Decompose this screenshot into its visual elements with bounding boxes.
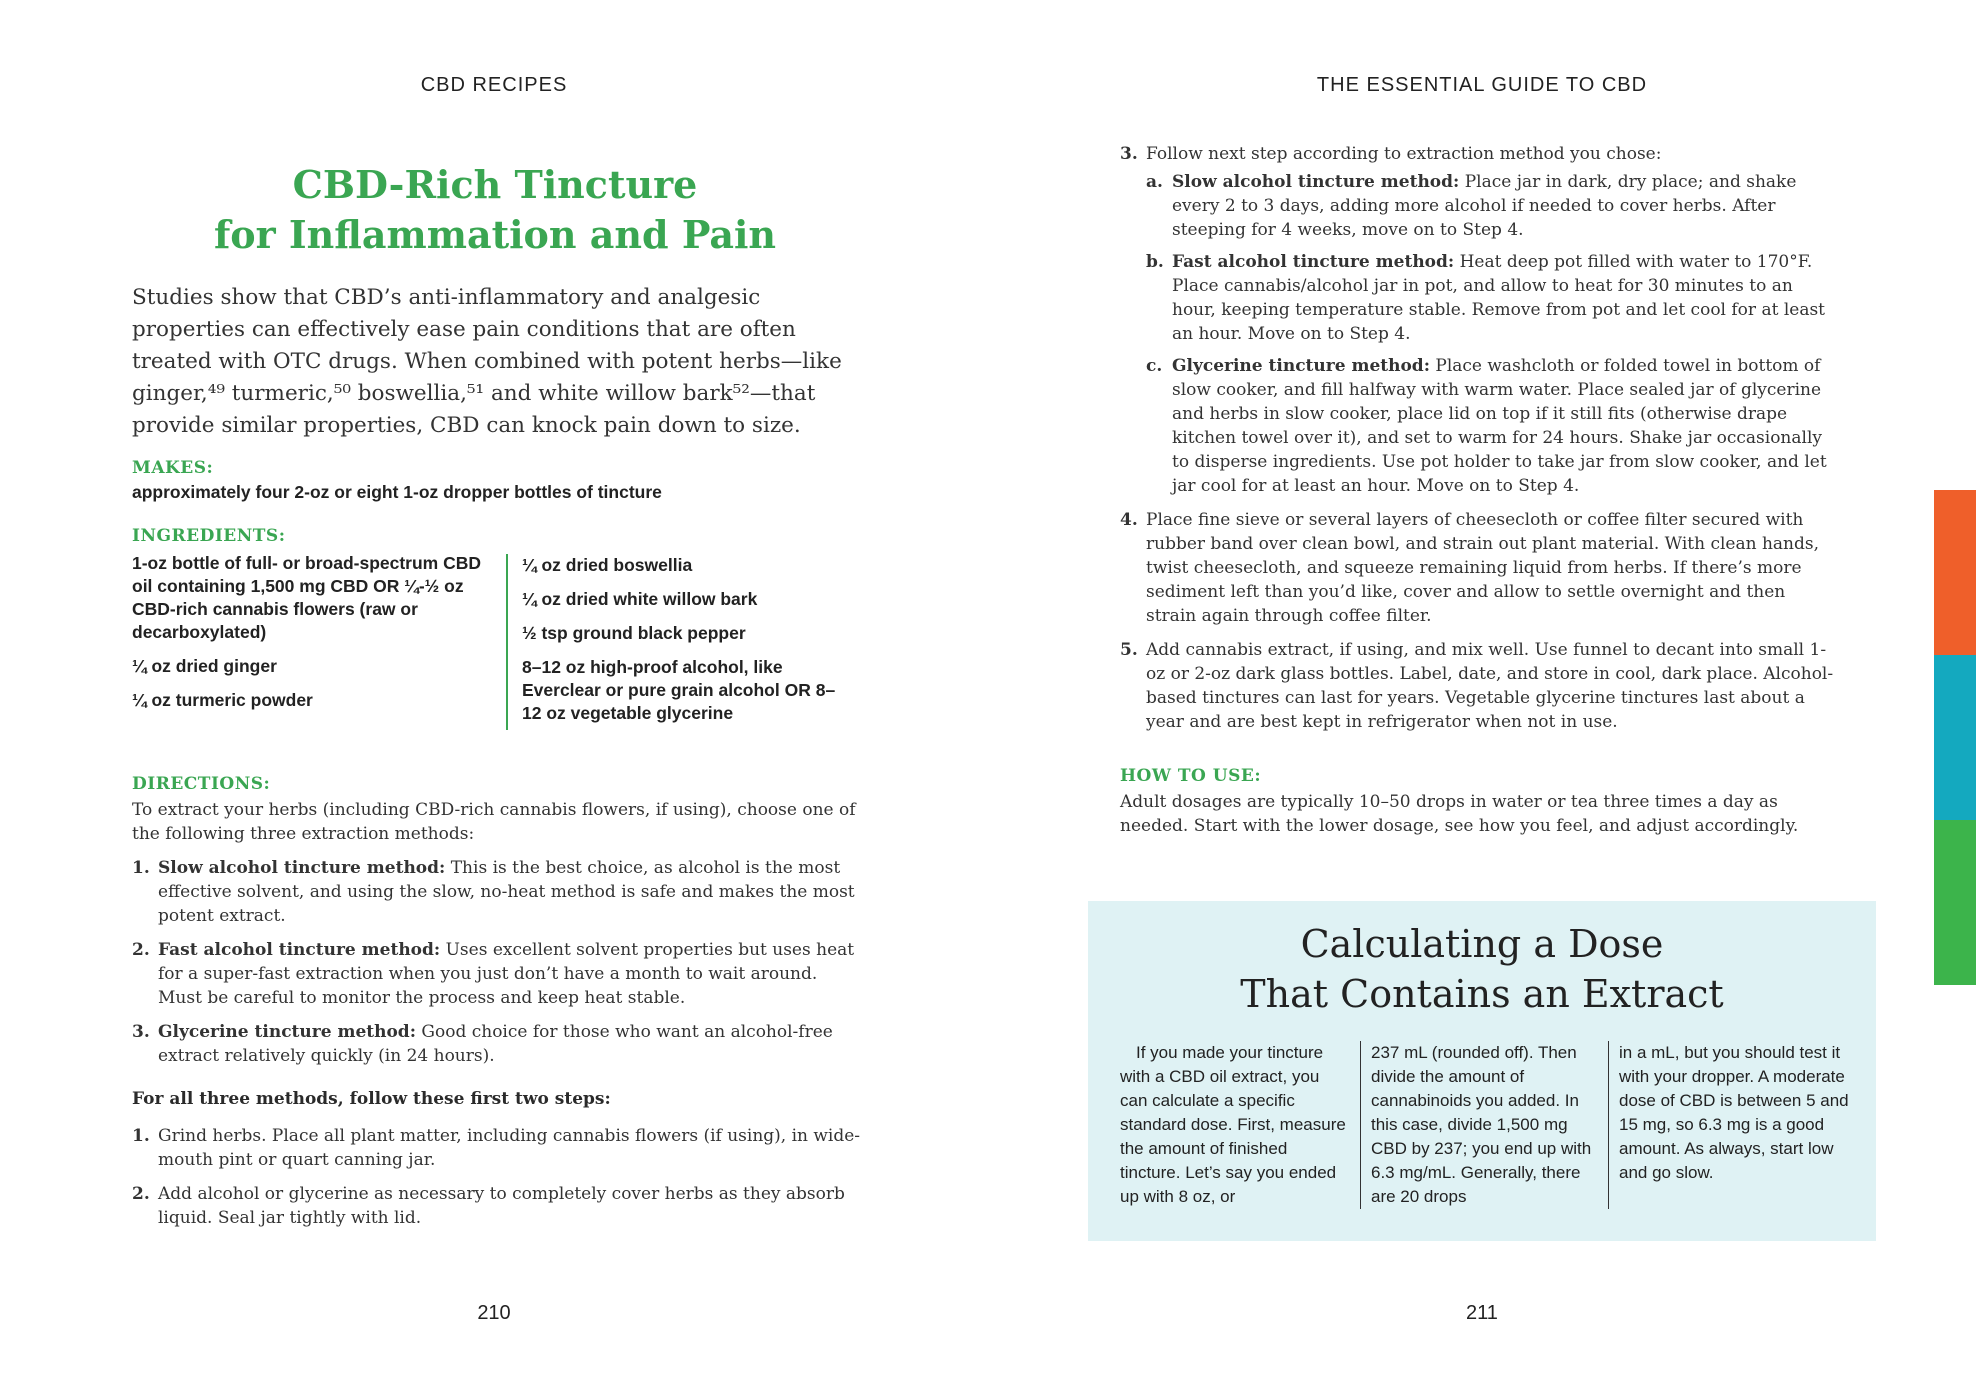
section-tab-teal	[1934, 655, 1976, 820]
sidebar-title: Calculating a Dose That Contains an Extract	[1240, 922, 1724, 1016]
list-item: 1. Grind herbs. Place all plant matter, including cannabis flowers (if using), in wide-mouth pint or quart canning jar.	[132, 1126, 861, 1170]
list-item: 4. Place fine sieve or several layers of cheesecloth or coffee filter secured with rubber band over clean bowl, and strain out plant material. With clean hands, twist cheesecloth, and squeeze remaining liquid from herbs. If there’s more sediment left than you’d like, cover and allow to settle overnight and then strain again through coffee filter.	[1120, 510, 1820, 626]
page-number: 211	[1466, 1302, 1498, 1324]
ingredient-item: ½ tsp ground black pepper	[522, 623, 746, 643]
substeps-list	[1146, 170, 1840, 498]
list-item: 2. Add alcohol or glycerine as necessary to completely cover herbs as they absorb liquid. Seal jar tightly with lid.	[132, 1184, 845, 1228]
methods-list	[132, 856, 862, 1078]
list-item: 1. Slow alcohol tincture method: This is the best choice, as alcohol is the most effective solvent, and using the slow, no-heat method is safe and makes the most potent extract.	[132, 858, 855, 926]
section-tab-green	[1934, 820, 1976, 985]
ingredient-item: ¼ oz turmeric powder	[132, 690, 313, 710]
ingredient-item: 1-oz bottle of full- or broad-spectrum CBD oil containing 1,500 mg CBD OR ¼-½ oz CBD-rich cannabis flowers (raw or decarboxylated)	[132, 553, 482, 642]
running-head: CBD RECIPES	[420, 74, 568, 96]
list-item: 3. Follow next step according to extraction method you chose: a. Slow alcohol tincture method: Place jar in dark, dry place; and shake every 2 to 3 days, adding more alcohol if needed to cover herbs. After steeping for 4 weeks, move on to Step 4. b. Fast alcohol tincture method: Heat deep pot filled with water to 170°F. Place cannabis/alcohol jar in pot, and allow to heat for 30 minutes to an hour, keeping temperature stable. Remove from pot and let cool for at least an hour. Move on to Step 4. c. Glycerine tincture method: Place washcloth or folded towel in bottom of slow cooker, and fill halfway with warm water. Place sealed jar of glycerine and herbs in slow cooker, place lid on top if it still fits (otherwise drape kitchen towel over it), and set to warm for 24 hours. Shake jar occasionally to disperse ingredients. Use pot holder to take jar from slow cooker, and let jar cool for at least an hour. Move on to Step 4.	[1120, 142, 1840, 498]
ingredient-item: ¼ oz dried boswellia	[522, 555, 693, 575]
all-three-heading: For all three methods, follow these first two steps:	[132, 1089, 611, 1109]
ingredient-item: ¼ oz dried ginger	[132, 656, 277, 676]
directions-intro: To extract your herbs (including CBD-rich cannabis flowers, if using), choose one of the following three extraction methods:	[132, 800, 856, 844]
list-item: 2. Fast alcohol tincture method: Uses excellent solvent properties but uses heat for a super-fast extraction when you just don’t have a month to wait around. Must be careful to monitor the process and keep heat stable.	[132, 940, 855, 1008]
ingredients-left-column	[132, 552, 490, 723]
how-to-use-text: Adult dosages are typically 10–50 drops in water or tea three times a day as needed. Start with the lower dosage, see how you feel, and adjust accordingly.	[1120, 792, 1799, 836]
continued-steps-list	[1120, 142, 1840, 744]
makes-value: approximately four 2-oz or eight 1-oz dropper bottles of tincture	[132, 482, 662, 502]
sidebar-column: 237 mL (rounded off). Then divide the amount of cannabinoids you added. In this case, divide 1,500 mg CBD by 237; you end up with 6.3 mg/mL. Generally, there are 20 drops	[1360, 1041, 1603, 1209]
ingredients-right-column	[506, 554, 852, 730]
list-item: 5. Add cannabis extract, if using, and mix well. Use funnel to decant into small 1-oz or 2-oz dark glass bottles. Label, date, and store in cool, dark place. Alcohol-based tinctures can last for years. Vegetable glycerine tinctures last about a year and are best kept in refrigerator when not in use.	[1120, 640, 1834, 732]
list-item: 3. Glycerine tincture method: Good choice for those who want an alcohol-free extract relatively quickly (in 24 hours).	[132, 1022, 833, 1066]
sidebar-column: in a mL, but you should test it with your dropper. A moderate dose of CBD is between 5 and 15 mg, so 6.3 mg is a good amount. As always, start low and go slow.	[1608, 1041, 1857, 1209]
ingredients-label: INGREDIENTS:	[132, 526, 286, 546]
first-steps-list	[132, 1124, 862, 1240]
sidebar-column: If you made your tincture with a CBD oil extract, you can calculate a specific standard dose. First, measure the amount of finished tincture. Let’s say you ended up with 8 oz, or	[1120, 1043, 1346, 1206]
intro-paragraph: Studies show that CBD’s anti-inflammatory and analgesic properties can effectively ease pain conditions that are often treated with OTC drugs. When combined with potent herbs—like ginger,⁴⁹ turmeric,⁵⁰ boswellia,⁵¹ and white willow bark⁵²—that provide similar properties, CBD can knock pain down to size.	[132, 285, 842, 438]
list-item: a. Slow alcohol tincture method: Place jar in dark, dry place; and shake every 2 to 3 days, adding more alcohol if needed to cover herbs. After steeping for 4 weeks, move on to Step 4.	[1146, 172, 1797, 240]
recipe-title: CBD-Rich Tincture for Inflammation and Pain	[213, 162, 777, 257]
running-head: THE ESSENTIAL GUIDE TO CBD	[1316, 74, 1648, 96]
ingredient-item: 8–12 oz high-proof alcohol, like Everclear or pure grain alcohol OR 8–12 oz vegetable glycerine	[522, 657, 836, 723]
section-tab-orange	[1934, 490, 1976, 655]
list-item: b. Fast alcohol tincture method: Heat deep pot filled with water to 170°F. Place cannabis/alcohol jar in pot, and allow to heat for 30 minutes to an hour, keeping temperature stable. Remove from pot and let cool for at least an hour. Move on to Step 4.	[1146, 252, 1826, 344]
ingredient-item: ¼ oz dried white willow bark	[522, 589, 758, 609]
page-number: 210	[477, 1302, 511, 1324]
dose-sidebar-box	[1088, 901, 1876, 1241]
directions-label: DIRECTIONS:	[132, 774, 271, 794]
how-to-use-label: HOW TO USE:	[1120, 766, 1262, 786]
list-item: c. Glycerine tincture method: Place washcloth or folded towel in bottom of slow cooker, and fill halfway with warm water. Place sealed jar of glycerine and herbs in slow cooker, place lid on top if it still fits (otherwise drape kitchen towel over it), and set to warm for 24 hours. Shake jar occasionally to disperse ingredients. Use pot holder to take jar from slow cooker, and let jar cool for at least an hour. Move on to Step 4.	[1146, 356, 1827, 496]
makes-label: MAKES:	[132, 458, 214, 478]
